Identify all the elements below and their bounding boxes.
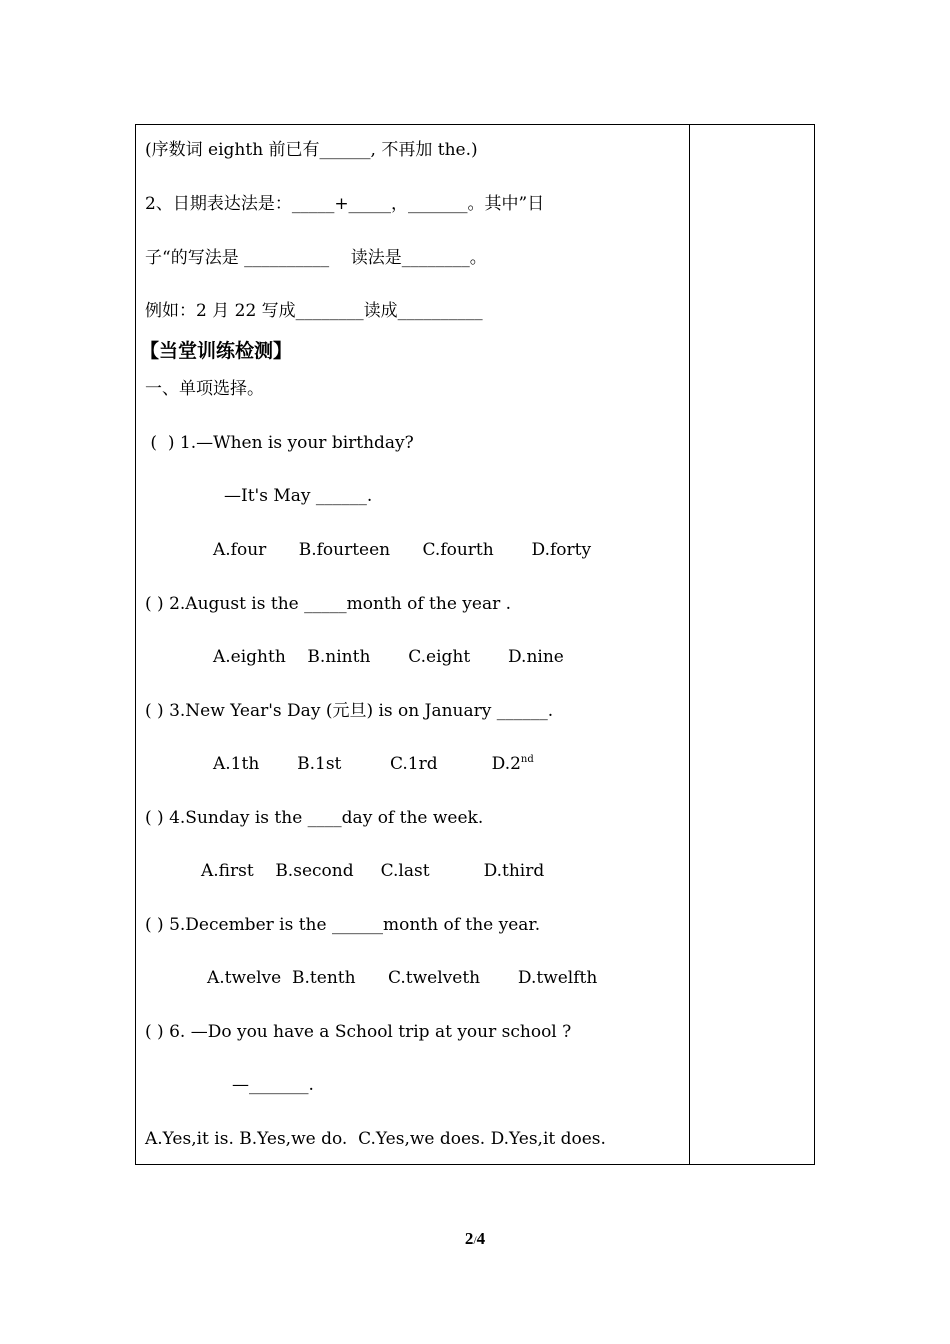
date-writing-rule: 子“的写法是 __________ 读法是________。: [145, 248, 487, 268]
question-3: ( ) 3.New Year's Day (元旦) is on January ______.: [145, 701, 554, 721]
section-subheading: 一、单项选择。: [145, 379, 264, 399]
date-example: 例如：2 月 22 写成________读成__________: [145, 301, 483, 321]
ordinal-note: (序数词 eighth 前已有______, 不再加 the.): [145, 140, 478, 160]
date-expression-rule: 2、日期表达法是：_____+_____，_______。其中”日: [145, 194, 545, 214]
question-5: ( ) 5.December is the ______month of the year.: [145, 915, 541, 935]
question-6: ( ) 6. —Do you have a School trip at your school ?: [145, 1022, 572, 1042]
question-3-options: [213, 754, 534, 774]
total-pages: 4: [476, 1229, 486, 1248]
column-divider: [689, 125, 690, 1164]
worksheet-table: [135, 124, 815, 1165]
page-separator: /: [473, 1233, 477, 1247]
question-3-options-text: A.1th B.1st C.1rd D.2: [213, 754, 521, 774]
question-5-options: A.twelve B.tenth C.twelveth D.twelfth: [207, 968, 598, 988]
section-heading: 【当堂训练检测】: [140, 340, 293, 362]
question-1: ( ) 1.—When is your birthday?: [145, 433, 414, 453]
page-number: [0, 1229, 950, 1249]
question-2-options: A.eighth B.ninth C.eight D.nine: [213, 647, 564, 667]
question-4-options: A.first B.second C.last D.third: [201, 861, 545, 881]
question-4: ( ) 4.Sunday is the ____day of the week.: [145, 808, 484, 828]
question-6-options: A.Yes,it is. B.Yes,we do. C.Yes,we does. D.Yes,it does.: [145, 1129, 606, 1149]
ordinal-superscript: nd: [520, 754, 534, 765]
question-1-options: A.four B.fourteen C.fourth D.forty: [213, 540, 592, 560]
question-2: ( ) 2.August is the _____month of the year .: [145, 594, 512, 614]
current-page: 2: [464, 1229, 474, 1248]
question-6-response: —_______.: [232, 1075, 314, 1095]
question-1-response: —It's May ______.: [224, 486, 373, 506]
